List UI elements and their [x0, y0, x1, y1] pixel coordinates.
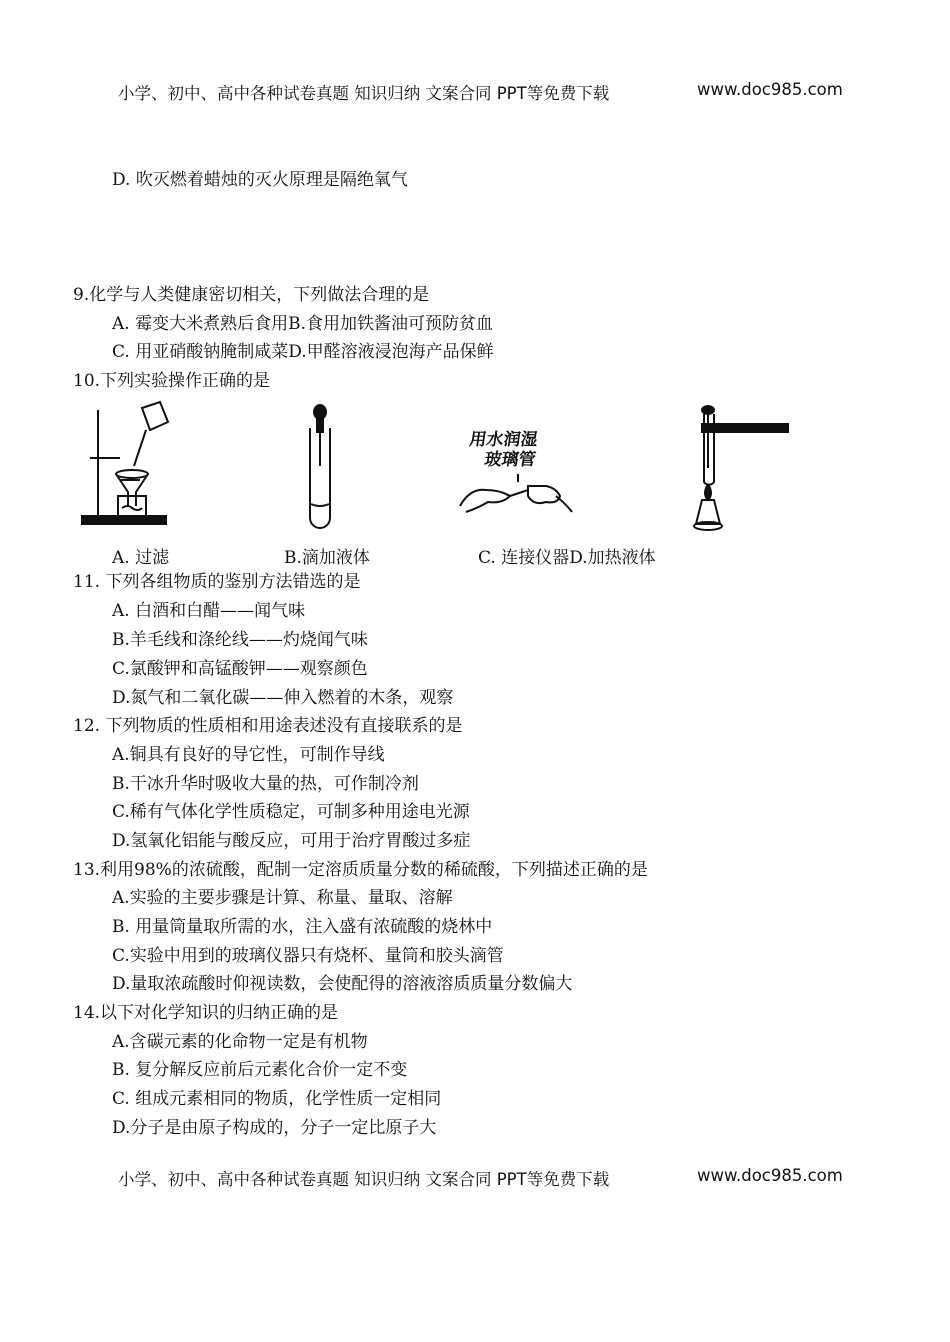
page-header — [118, 80, 843, 104]
heating-figure — [692, 404, 792, 532]
q9-options-ab: A. 霉变大米煮熟后食用B.食用加铁酱油可预防贫血 — [112, 314, 493, 334]
q11-stem: 11. 下列各组物质的鉴别方法错选的是 — [73, 572, 361, 592]
q9-stem: 9.化学与人类健康密切相关，下列做法合理的是 — [73, 285, 430, 305]
q12-option-d: D.氢氧化铝能与酸反应，可用于治疗胃酸过多症 — [112, 831, 471, 851]
q13-option-c: C.实验中用到的玻璃仪器只有烧杯、量筒和胶头滴管 — [112, 946, 504, 966]
q10-caption-a: A. 过滤 — [112, 548, 170, 568]
q9-options-cd: C. 用亚硝酸钠腌制咸菜D.甲醛溶液浸泡海产品保鲜 — [112, 342, 494, 362]
footer-url[interactable]: www.doc985.com — [697, 1166, 843, 1185]
header-text: 小学、初中、高中各种试卷真题 知识归纳 文案合同 PPT等免费下载 — [118, 84, 610, 103]
q10-caption-b: B.滴加液体 — [284, 548, 370, 568]
q11-option-a: A. 白酒和白醋——闻气味 — [112, 601, 306, 621]
q14-stem: 14.以下对化学知识的归纳正确的是 — [73, 1003, 339, 1023]
q12-option-c: C.稀有气体化学性质稳定，可制多种用途电光源 — [112, 802, 470, 822]
q11-option-d: D.氮气和二氧化碳——伸入燃着的木条，观察 — [112, 688, 454, 708]
q10-caption-cd: C. 连接仪器D.加热液体 — [478, 548, 656, 568]
q14-option-b: B. 复分解反应前后元素化合价一定不变 — [112, 1060, 408, 1080]
q14-option-d: D.分子是由原子构成的，分子一定比原子大 — [112, 1118, 437, 1138]
connect-figure-label — [465, 430, 540, 470]
q13-option-d: D.量取浓疏酸时仰视读数，会使配得的溶液溶质质量分数偏大 — [112, 974, 573, 994]
q8-option-d: D. 吹灭燃着蜡烛的灭火原理是隔绝氧气 — [112, 170, 408, 190]
q10-stem: 10.下列实验操作正确的是 — [73, 371, 271, 391]
q14-option-a: A.含碳元素的化命物一定是有机物 — [112, 1032, 368, 1052]
connect-label-line2: 玻璃管 — [483, 450, 537, 470]
q13-stem: 13.利用98%的浓硫酸，配制一定溶质质量分数的稀硫酸，下列描述正确的是 — [73, 860, 648, 880]
connect-figure — [456, 472, 580, 518]
q12-stem: 12. 下列物质的性质相和用途表述没有直接联系的是 — [73, 716, 463, 736]
q12-option-a: A.铜具有良好的导它性，可制作导线 — [112, 745, 385, 765]
header-url[interactable]: www.doc985.com — [697, 80, 843, 99]
q14-option-c: C. 组成元素相同的物质，化学性质一定相同 — [112, 1089, 442, 1109]
connect-label-line1: 用水润湿 — [468, 430, 539, 450]
q12-option-b: B.干冰升华时吸收大量的热，可作制冷剂 — [112, 774, 419, 794]
dropper-figure — [302, 404, 338, 530]
q11-option-b: B.羊毛线和涤纶线——灼烧闻气味 — [112, 630, 368, 650]
footer-text: 小学、初中、高中各种试卷真题 知识归纳 文案合同 PPT等免费下载 — [118, 1170, 610, 1189]
page-footer — [118, 1166, 843, 1190]
q13-option-a: A.实验的主要步骤是计算、称量、量取、溶解 — [112, 888, 453, 908]
filtration-figure — [80, 396, 170, 528]
q13-option-b: B. 用量筒量取所需的水，注入盛有浓硫酸的烧林中 — [112, 917, 493, 937]
q11-option-c: C.氯酸钾和高锰酸钾——观察颜色 — [112, 659, 368, 679]
